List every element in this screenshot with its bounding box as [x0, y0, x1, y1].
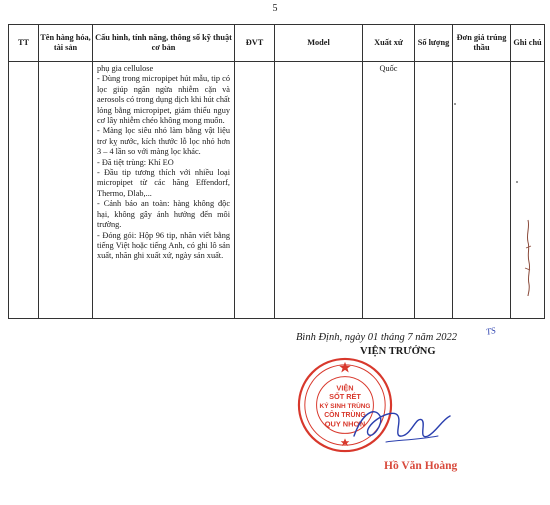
header-model: Model	[275, 25, 363, 62]
cell-model	[275, 62, 363, 319]
cell-quantity	[415, 62, 453, 319]
header-origin: Xuất xứ	[363, 25, 415, 62]
spec-line: - Đầu tip tương thích với nhiều loại micropipet từ các hãng Effendorf, Thermo, Dlab,...	[97, 168, 230, 198]
table-row	[9, 62, 545, 319]
origin-text: Quốc	[379, 64, 398, 73]
spec-line: - Đóng gói: Hộp 96 tip, nhãn viết bằng tiếng Việt hoặc tiếng Anh, có ghi lô sản xuất, nhãn ghi xuất xứ, ngày sản xuất.	[97, 230, 230, 261]
cell-item-name	[39, 62, 93, 319]
spec-line: - Màng lọc siêu nhỏ làm bằng vật liệu trơ kỵ nước, kích thước lỗ lọc nhỏ hơn 3 – 4 lần so với màng lọc khác.	[97, 126, 230, 157]
svg-text:CÔN TRÙNG: CÔN TRÙNG	[324, 411, 366, 419]
svg-text:QUY NHƠN: QUY NHƠN	[324, 419, 366, 429]
spec-line: - Dùng trong micropipet hút mẫu, tip có lọc giúp ngăn ngừa nhiễm cặn và aerosols có trong dụng dịch khi hút chất lỏng bằng micropipet, giảm thiểu nguy cơ lây nhiễm chéo không mong muốn.	[97, 74, 230, 126]
cell-tt	[9, 62, 39, 319]
spec-line: - Đã tiệt trùng: Khí EO	[97, 157, 174, 167]
cell-origin	[363, 62, 415, 319]
page-number: 5	[272, 3, 278, 14]
place-date: Bình Định, ngày 01 tháng 7 năm 2022	[296, 332, 457, 343]
cell-unit	[235, 62, 275, 319]
cell-unit-price	[453, 62, 511, 319]
table-header-row	[9, 25, 545, 62]
reviewer-initials: TS	[485, 325, 497, 337]
svg-text:SỐT RÉT: SỐT RÉT	[329, 392, 361, 402]
spec-line: phụ gia cellulose	[97, 64, 154, 73]
header-unit-price: Đơn giá trúng thầu	[453, 25, 511, 62]
handwritten-signature-icon	[346, 396, 456, 452]
header-quantity: Số lượng	[415, 25, 453, 62]
header-tt: TT	[9, 25, 39, 62]
signer-name: Hồ Văn Hoàng	[384, 460, 458, 472]
specification-table	[8, 24, 545, 319]
specification-text	[93, 62, 234, 262]
header-unit: ĐVT	[235, 25, 275, 62]
cell-specification	[93, 62, 235, 319]
header-item-name: Tên hàng hóa, tài sản	[39, 25, 93, 62]
header-specification: Cấu hình, tính năng, thông số kỹ thuật cơ bản	[93, 25, 235, 62]
scan-speck	[516, 181, 518, 183]
svg-text:KÝ SINH TRÙNG: KÝ SINH TRÙNG	[319, 402, 371, 410]
scan-speck	[454, 103, 456, 105]
signature-block	[296, 332, 516, 357]
spec-line: - Cảnh báo an toàn: hàng không độc hại, không gây ảnh hưởng đến môi trường.	[97, 199, 230, 230]
header-note: Ghi chú	[511, 25, 545, 62]
svg-text:VIỆN: VIỆN	[336, 383, 354, 393]
signer-title: VIỆN TRƯỞNG	[360, 346, 436, 357]
margin-mark-icon	[522, 218, 534, 298]
